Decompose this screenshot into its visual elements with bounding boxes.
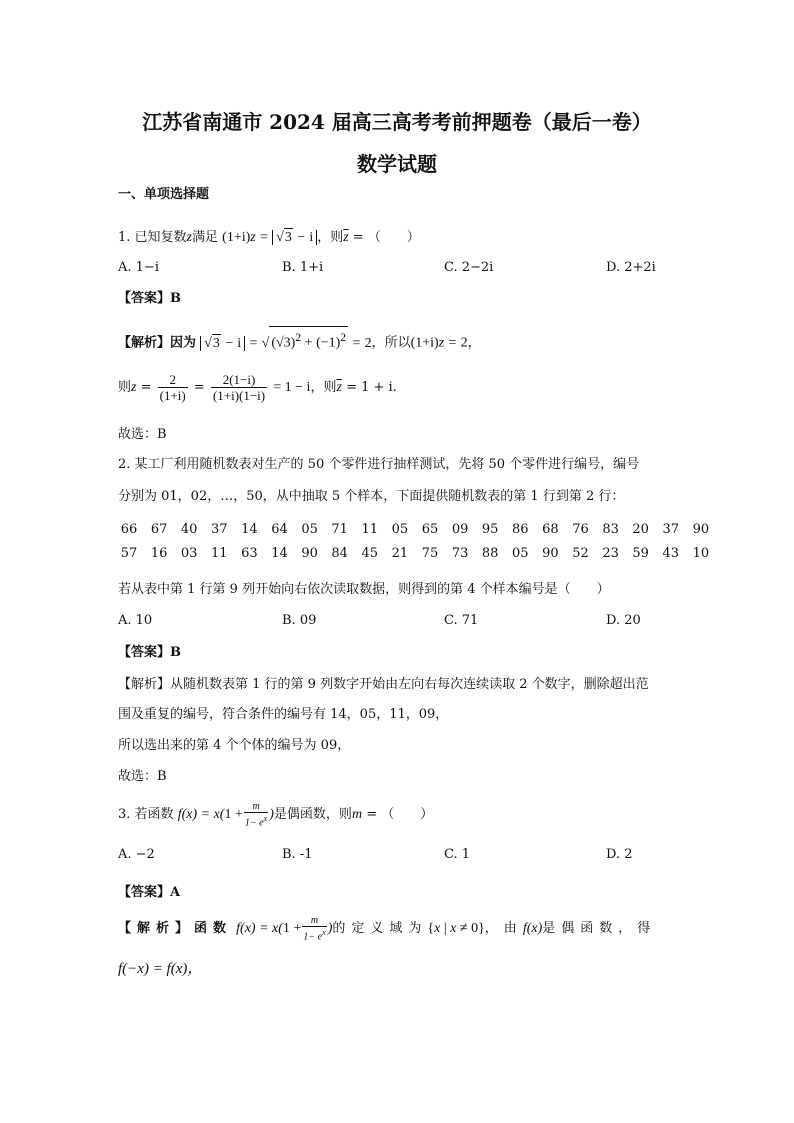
- q2-option-b: B. 09: [282, 613, 317, 628]
- q1-option-c: C. 2−2i: [444, 260, 494, 275]
- q1-analysis-line2: 则z = $\frac{2}{(1+i)}$ = $\frac{2(1-i)}{(1+i)(1-i)}$ = 1 − i，则$\overline{z} = 1 + i$.: [118, 372, 397, 403]
- random-number-cell: 14: [271, 546, 288, 561]
- random-number-cell: 11: [361, 522, 379, 537]
- random-number-cell: 75: [421, 546, 439, 561]
- random-number-cell: 67: [150, 522, 168, 537]
- random-number-cell: 43: [662, 546, 680, 561]
- q1-option-d: D. 2+2i: [606, 260, 656, 275]
- q1-analysis-line1: 【解析】因为 √3 − i = √ $(√3)^2 + (-1)^2 = 2$，所以(1+i)z = 2，: [118, 326, 481, 353]
- question-2-stem-line3: 若从表中第 1 行第 9 列开始向右依次读取数据，则得到的第 4 个样本编号是（ ）: [118, 582, 610, 597]
- random-number-cell: 57: [120, 546, 138, 561]
- random-number-cell: 09: [451, 522, 469, 537]
- q3-option-b: B. -1: [282, 847, 313, 862]
- section-heading: 一、单项选择题: [118, 187, 210, 202]
- random-number-cell: 64: [271, 522, 288, 537]
- random-number-cell: 95: [481, 522, 499, 537]
- random-number-cell: 37: [662, 522, 680, 537]
- question-1-stem: 1. 已知复数z满足 (1+i)z = √3 − i ，则$\overline{z}$ = （ ）: [118, 230, 420, 245]
- q3-answer: 【答案】A: [118, 885, 181, 900]
- random-number-cell: 05: [391, 522, 409, 537]
- random-number-cell: 59: [632, 546, 649, 561]
- random-number-cell: 37: [211, 522, 228, 537]
- q2-analysis-line2: 围及重复的编号，符合条件的编号有 14，05，11，09，: [118, 707, 449, 722]
- q3-option-d: D. 2: [606, 847, 633, 862]
- random-number-cell: 83: [602, 522, 619, 537]
- document-title: 江苏省南通市 2024 届高三高考考前押题卷（最后一卷）: [142, 110, 652, 134]
- random-number-cell: 23: [602, 546, 619, 561]
- q1-option-b: B. 1+i: [282, 260, 324, 275]
- random-number-cell: 10: [692, 546, 710, 561]
- random-number-cell: 21: [391, 546, 409, 561]
- random-number-cell: 68: [542, 522, 559, 537]
- random-number-cell: 14: [241, 522, 258, 537]
- document-subtitle: 数学试题: [357, 152, 437, 176]
- question-2-stem-line1: 2. 某工厂利用随机数表对生产的 50 个零件进行抽样测试，先将 50 个零件进行编号，编号: [118, 457, 640, 472]
- random-number-cell: 73: [451, 546, 469, 561]
- random-number-cell: 03: [180, 546, 198, 561]
- random-number-cell: 84: [331, 546, 348, 561]
- random-number-cell: 90: [692, 522, 710, 537]
- random-number-cell: 90: [301, 546, 318, 561]
- q2-analysis-line3: 所以选出来的第 4 个个体的编号为 09，: [118, 738, 351, 753]
- random-number-cell: 90: [542, 546, 559, 561]
- random-number-cell: 20: [632, 522, 649, 537]
- q2-option-d: D. 20: [606, 613, 641, 628]
- q2-analysis-line1: 【解析】从随机数表第 1 行的第 9 列数字开始由左向右每次连续读取 2 个数字，删除超出范: [118, 677, 649, 692]
- random-number-cell: 52: [572, 546, 589, 561]
- q3-analysis-line1: 【解析】函数 f(x) = x(1 + $\frac{m}{1- e^x}$ )的定义域为{x | x ≠ 0}，由f(x)是偶函数，得: [118, 915, 657, 943]
- q2-option-c: C. 71: [444, 613, 479, 628]
- random-number-cell: 05: [301, 522, 318, 537]
- q2-conclusion: 故选：B: [118, 769, 167, 784]
- q3-option-a: A. −2: [118, 847, 155, 862]
- random-number-cell: 63: [241, 546, 258, 561]
- q3-analysis-line2: f(−x) = f(x)，: [118, 961, 203, 977]
- question-2-stem-line2: 分别为 01，02，…，50，从中抽取 5 个样本，下面提供随机数表的第 1 行到第 2 行：: [118, 489, 625, 504]
- random-number-cell: 71: [331, 522, 348, 537]
- random-number-cell: 11: [211, 546, 228, 561]
- random-number-cell: 66: [120, 522, 138, 537]
- random-number-cell: 76: [572, 522, 589, 537]
- q2-option-a: A. 10: [118, 613, 153, 628]
- q1-answer: 【答案】B: [118, 291, 181, 306]
- random-number-cell: 45: [361, 546, 379, 561]
- random-number-cell: 40: [180, 522, 198, 537]
- random-number-cell: 88: [481, 546, 499, 561]
- q1-conclusion: 故选：B: [118, 427, 167, 442]
- question-3-stem: 3. 若函数 f(x) = x(1 + $\frac{m}{1- e^x}$ )是偶函数，则m = （ ）: [118, 801, 434, 829]
- q3-option-c: C. 1: [444, 847, 471, 862]
- random-number-cell: 65: [421, 522, 439, 537]
- random-number-cell: 16: [150, 546, 168, 561]
- q1-option-a: A. 1−i: [118, 260, 159, 275]
- q2-answer: 【答案】B: [118, 645, 181, 660]
- random-number-cell: 05: [512, 546, 529, 561]
- random-number-cell: 86: [512, 522, 529, 537]
